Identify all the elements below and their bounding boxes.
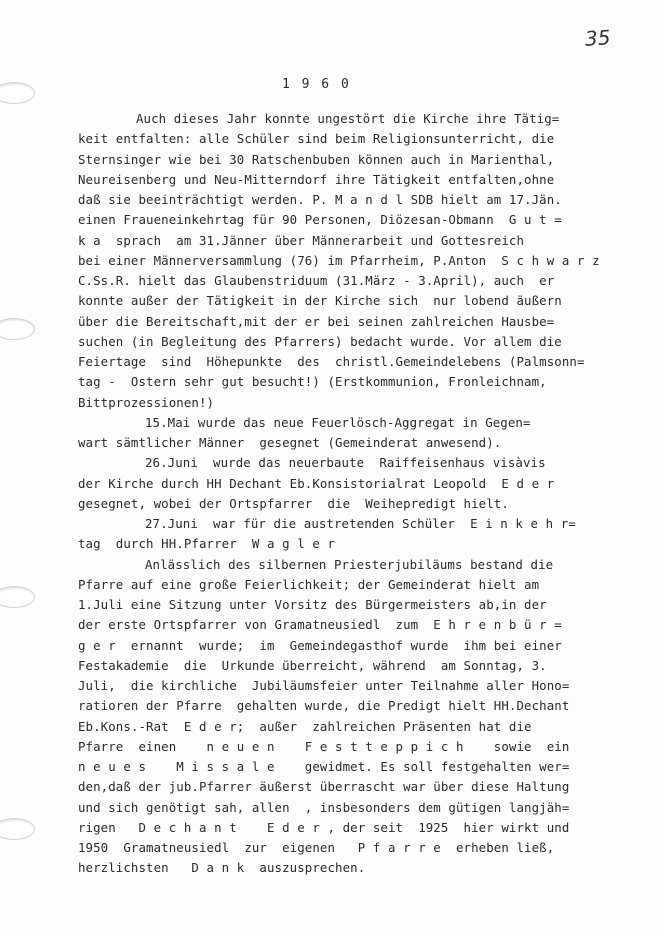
text-line: 15.Mai wurde das neue Feuerlösch-Aggregat in Gegen= <box>145 414 531 430</box>
text-line: konnte außer der Tätigkeit in der Kirche sich nur lobend äußern <box>78 293 562 309</box>
text-line: Pfarre auf eine große Feierlichkeit; der Gemeinderat hielt am <box>78 576 540 592</box>
text-line: einen Fraueneinkehrtag für 90 Personen, Diözesan-Obmann G u t = <box>78 212 562 228</box>
text-line: keit entfalten: alle Schüler sind beim Religionsunterricht, die <box>78 131 555 147</box>
text-line: gesegnet, wobei der Ortspfarrer die Weihepredigt hielt. <box>78 495 509 511</box>
text-line: g e r ernannt wurde; im Gemeindegasthof wurde ihm bei einer <box>78 637 562 653</box>
text-line: Neureisenberg und Neu-Mitterndorf ihre Tätigkeit entfalten,ohne <box>78 171 555 187</box>
text-line: der Kirche durch HH Dechant Eb.Konsistorialrat Leopold E d e r <box>78 475 555 491</box>
punch-hole-3 <box>0 586 35 608</box>
text-line: k a sprach am 31.Jänner über Männerarbeit und Gottesreich <box>78 232 525 248</box>
text-line: bei einer Männerversammlung (76) im Pfarrheim, P.Anton S c h w a r z <box>78 252 600 268</box>
text-line: n e u e s M i s s a l e gewidmet. Es soll festgehalten wer= <box>78 759 570 774</box>
text-line: der erste Ortspfarrer von Gramatneusiedl zum E h r e n b ü r = <box>78 617 562 633</box>
text-line: den,daß der jub.Pfarrer äußerst überrascht war über diese Haltung <box>78 779 570 795</box>
heading-year: 1 9 6 0 <box>282 77 351 92</box>
punch-hole-4 <box>0 818 35 840</box>
text-line: Juli, die kirchliche Jubiläumsfeier unter Teilnahme aller Hono= <box>78 678 570 693</box>
text-line: über die Bereitschaft,mit der er bei seinen zahlreichen Hausbe= <box>78 313 555 329</box>
text-line: rigen D e c h a n t E d e r , der seit 1925 hier wirkt und <box>78 819 570 835</box>
text-line: suchen (in Begleitung des Pfarrers) bedacht wurde. Vor allem die <box>78 333 562 349</box>
punch-hole-1 <box>0 82 35 104</box>
text-line: Eb.Kons.-Rat E d e r; außer zahlreichen Präsenten hat die <box>78 718 532 734</box>
text-line: Festakademie die Urkunde überreicht, während am Sonntag, 3. <box>78 657 547 673</box>
text-line: daß sie beeinträchtigt werden. P. M a n d l SDB hielt am 17.Jän. <box>78 192 562 207</box>
text-line: ratioren der Pfarre gehalten wurde, die Predigt hielt HH.Dechant <box>78 698 570 714</box>
text-line: Anlässlich des silbernen Priesterjubiläums bestand die <box>145 556 554 572</box>
text-line: und sich genötigt sah, allen , insbesonders dem gütigen langjäh= <box>78 799 570 815</box>
text-line: Auch dieses Jahr konnte ungestört die Kirche ihre Tätig= <box>136 111 560 126</box>
text-line: Pfarre einen n e u e n F e s t t e p p i c h sowie ein <box>78 738 570 754</box>
text-line: wart sämtlicher Männer gesegnet (Gemeinderat anwesend). <box>78 435 502 450</box>
punch-hole-2 <box>0 318 35 340</box>
text-line: Bittprozessionen!) <box>78 394 215 410</box>
text-line: 27.Juni war für die austretenden Schüler E i n k e h r= <box>145 516 576 531</box>
text-line: 26.Juni wurde das neuerbaute Raiffeisenhaus visàvis <box>145 455 546 471</box>
text-line: tag durch HH.Pfarrer W a g l e r <box>78 536 336 552</box>
text-line: 1950 Gramatneusiedl zur eigenen P f a r r e erheben ließ, <box>78 840 555 855</box>
text-line: Sternsinger wie bei 30 Ratschenbuben können auch in Marienthal, <box>78 151 555 167</box>
text-line: 1.Juli eine Sitzung unter Vorsitz des Bürgermeisters ab,in der <box>78 597 547 612</box>
text-line: Feiertage sind Höhepunkte des christl.Gemeindelebens (Palmsonn= <box>78 354 585 369</box>
page-number: 35 <box>584 25 612 51</box>
text-line: C.Ss.R. hielt das Glaubenstriduum (31.März - 3.April), auch er <box>78 273 555 288</box>
text-line: herzlichsten D a n k auszusprechen. <box>78 860 366 876</box>
text-line: tag - Ostern sehr gut besucht!) (Erstkommunion, Fronleichnam, <box>78 374 547 390</box>
